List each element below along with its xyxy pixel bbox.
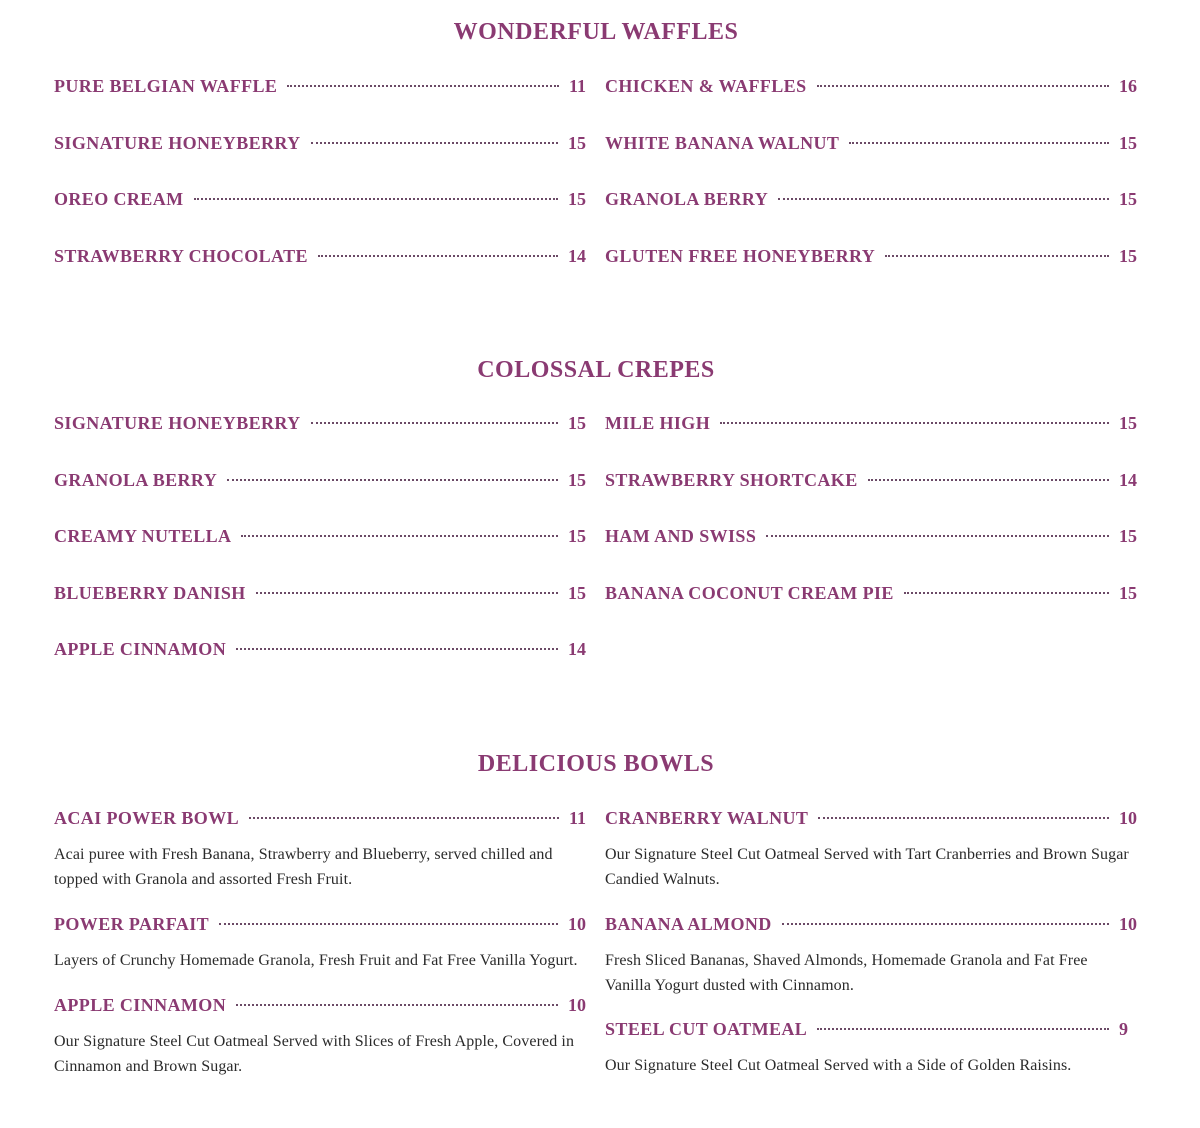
dot-leader [849, 142, 1109, 144]
item-price: 10 [568, 995, 586, 1015]
item-price: 15 [1119, 526, 1137, 546]
item-name: BANANA ALMOND [605, 914, 772, 934]
menu-item [605, 133, 1137, 157]
item-name: STEEL CUT OATMEAL [605, 1019, 808, 1039]
section-title-waffles: WONDERFUL WAFFLES [453, 19, 739, 45]
item-price: 10 [1119, 808, 1137, 828]
dot-leader [311, 422, 558, 424]
item-name: CRANBERRY WALNUT [605, 808, 809, 828]
menu-item [605, 808, 1137, 892]
menu-item [54, 470, 586, 494]
item-name: GRANOLA BERRY [605, 189, 769, 209]
menu-item [605, 583, 1137, 607]
item-price: 15 [568, 526, 586, 546]
dot-leader [818, 817, 1109, 819]
dot-leader [868, 479, 1109, 481]
dot-leader [227, 479, 558, 481]
dot-leader [249, 817, 559, 819]
menu-item [605, 246, 1137, 270]
menu-item [54, 413, 586, 437]
menu-item [54, 246, 586, 270]
dot-leader [287, 85, 559, 87]
dot-leader [241, 535, 558, 537]
item-price: 11 [568, 76, 586, 96]
menu-item [605, 914, 1137, 998]
dot-leader [194, 198, 559, 200]
item-price: 15 [568, 470, 586, 490]
item-price: 16 [1119, 76, 1137, 96]
dot-leader [782, 923, 1109, 925]
item-price: 15 [1119, 413, 1137, 433]
menu-item [54, 76, 586, 100]
item-description: Acai puree with Fresh Banana, Strawberry and Blueberry, served chilled and topped with Granola and assorted Fresh Fruit. [54, 846, 553, 888]
item-price: 15 [568, 413, 586, 433]
menu-item [54, 133, 586, 157]
item-name: HAM AND SWISS [605, 526, 757, 546]
item-name: GRANOLA BERRY [54, 470, 218, 490]
menu-item [54, 189, 586, 213]
item-name: APPLE CINNAMON [54, 995, 227, 1015]
item-name: CREAMY NUTELLA [54, 526, 232, 546]
item-price: 11 [568, 808, 586, 828]
item-name: APPLE CINNAMON [54, 639, 227, 659]
dot-leader [766, 535, 1109, 537]
item-name: CHICKEN & WAFFLES [605, 76, 807, 96]
item-description: Our Signature Steel Cut Oatmeal Served with Tart Cranberries and Brown Sugar Candied Walnuts. [605, 846, 1129, 888]
dot-leader [236, 1004, 558, 1006]
item-price: 15 [1119, 189, 1137, 209]
menu-item [54, 639, 586, 663]
item-price: 15 [1119, 133, 1137, 153]
dot-leader [219, 923, 558, 925]
dot-leader [720, 422, 1109, 424]
menu-item [54, 808, 586, 892]
item-name: STRAWBERRY CHOCOLATE [54, 246, 308, 266]
section-title-crepes: COLOSSAL CREPES [477, 357, 715, 383]
item-price: 10 [568, 914, 586, 934]
menu-item [605, 1019, 1128, 1078]
section-title-bowls: DELICIOUS BOWLS [477, 751, 715, 777]
item-price: 14 [568, 246, 586, 266]
item-price: 15 [568, 583, 586, 603]
item-name: STRAWBERRY SHORTCAKE [605, 470, 858, 490]
item-name: BLUEBERRY DANISH [54, 583, 246, 603]
item-price: 14 [568, 639, 586, 659]
item-name: GLUTEN FREE HONEYBERRY [605, 246, 876, 266]
item-price: 15 [568, 189, 586, 209]
item-description: Our Signature Steel Cut Oatmeal Served with Slices of Fresh Apple, Covered in Cinnamon and Brown Sugar. [54, 1033, 575, 1075]
dot-leader [778, 198, 1109, 200]
item-name: BANANA COCONUT CREAM PIE [605, 583, 894, 603]
item-name: ACAI POWER BOWL [54, 808, 240, 828]
menu-item [54, 583, 586, 607]
item-name: POWER PARFAIT [54, 914, 210, 934]
dot-leader [318, 255, 558, 257]
item-description: Layers of Crunchy Homemade Granola, Fresh Fruit and Fat Free Vanilla Yogurt. [54, 952, 578, 969]
menu-item [605, 526, 1137, 550]
menu-item [54, 914, 586, 973]
item-price: 15 [568, 133, 586, 153]
item-price: 15 [1119, 583, 1137, 603]
item-name: WHITE BANANA WALNUT [605, 133, 840, 153]
menu-item [605, 470, 1137, 494]
item-price: 9 [1119, 1019, 1128, 1039]
dot-leader [256, 592, 558, 594]
item-description: Fresh Sliced Bananas, Shaved Almonds, Homemade Granola and Fat Free Vanilla Yogurt dusted with Cinnamon. [605, 952, 1088, 994]
item-name: OREO CREAM [54, 189, 184, 209]
item-name: MILE HIGH [605, 413, 711, 433]
item-name: SIGNATURE HONEYBERRY [54, 133, 301, 153]
dot-leader [885, 255, 1109, 257]
dot-leader [311, 142, 558, 144]
menu-item [54, 995, 586, 1079]
dot-leader [236, 648, 558, 650]
dot-leader [904, 592, 1109, 594]
item-price: 15 [1119, 246, 1137, 266]
menu-item [605, 413, 1137, 437]
menu-item [605, 76, 1137, 100]
dot-leader [817, 1028, 1109, 1030]
item-description: Our Signature Steel Cut Oatmeal Served with a Side of Golden Raisins. [605, 1057, 1072, 1074]
item-price: 14 [1119, 470, 1137, 490]
item-name: SIGNATURE HONEYBERRY [54, 413, 301, 433]
item-price: 10 [1119, 914, 1137, 934]
dot-leader [817, 85, 1110, 87]
menu-item [605, 189, 1137, 213]
menu-item [54, 526, 586, 550]
item-name: PURE BELGIAN WAFFLE [54, 76, 278, 96]
